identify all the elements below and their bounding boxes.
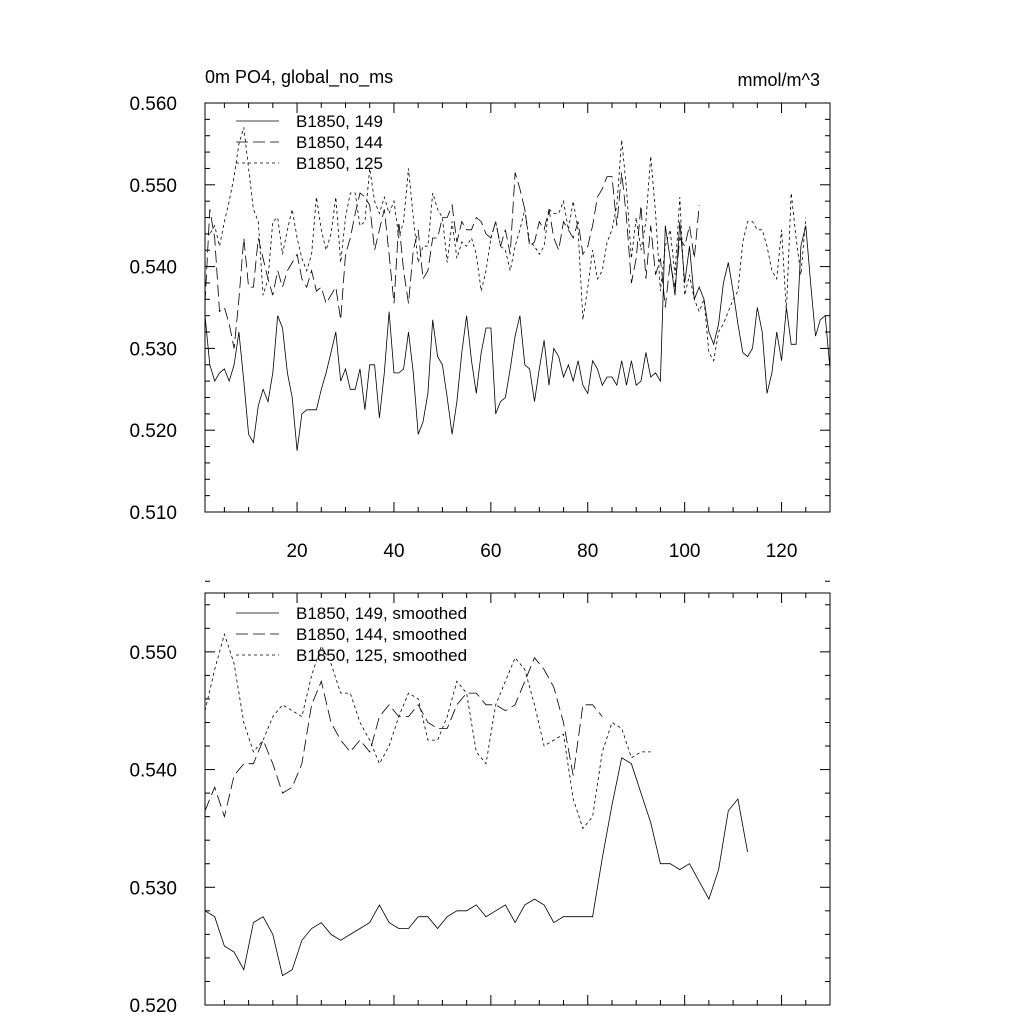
units-label: mmol/m^3 bbox=[737, 70, 820, 90]
chart-title: 0m PO4, global_no_ms bbox=[205, 67, 394, 87]
y-tick-label: 0.530 bbox=[129, 878, 177, 900]
y-tick-label: 0.560 bbox=[129, 94, 177, 115]
legend-label: B1850, 149, smoothed bbox=[296, 604, 468, 623]
legend-label: B1850, 144 bbox=[296, 133, 383, 152]
y-tick-label: 0.520 bbox=[129, 996, 177, 1017]
series-line-2 bbox=[205, 658, 602, 817]
y-tick-label: 0.540 bbox=[129, 257, 177, 279]
legend-label: B1850, 144, smoothed bbox=[296, 625, 468, 644]
x-tick-label: 40 bbox=[383, 541, 405, 562]
y-tick-label: 0.530 bbox=[129, 339, 177, 361]
y-tick-label: 0.550 bbox=[129, 175, 177, 197]
legend-label: B1850, 125, smoothed bbox=[296, 646, 468, 665]
y-tick-label: 0.510 bbox=[129, 503, 177, 524]
raw-panel bbox=[129, 94, 839, 562]
x-tick-label: 100 bbox=[668, 541, 701, 562]
legend-label: B1850, 125 bbox=[296, 154, 383, 173]
legend-label: B1850, 149 bbox=[296, 112, 383, 131]
y-tick-label: 0.540 bbox=[129, 760, 177, 782]
y-tick-label: 0.520 bbox=[129, 421, 177, 443]
series-line-1 bbox=[205, 222, 840, 451]
series-line-2 bbox=[205, 173, 699, 349]
x-tick-label: 80 bbox=[577, 541, 599, 562]
x-tick-label: 60 bbox=[480, 541, 502, 562]
smoothed-panel bbox=[129, 581, 830, 1017]
x-tick-label: 20 bbox=[286, 541, 308, 562]
y-tick-label: 0.550 bbox=[129, 642, 177, 664]
x-tick-label: 120 bbox=[765, 541, 798, 562]
